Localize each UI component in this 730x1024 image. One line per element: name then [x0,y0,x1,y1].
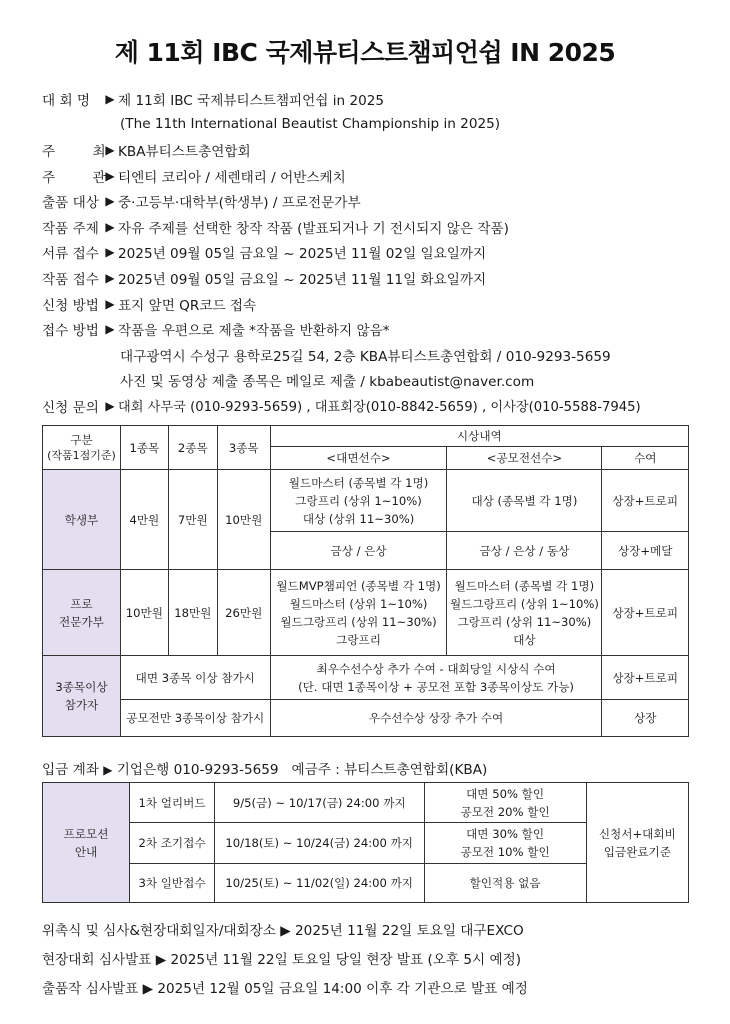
multi-face-condition: 대면 3종목 이상 참가시 [120,656,270,700]
arrow-icon: ▶ [105,91,115,106]
promo-label [43,783,130,903]
multi-online-condition: 공모전만 3종목이상 참가시 [120,700,270,737]
header-three-items: 3종목 [217,426,270,470]
value-inquiry: 대회 사무국 (010-9293-5659) , 대표회장(010-8842-5659) , 이사장(010-5588-7945) [118,400,641,416]
header-grant: 수여 [602,447,689,470]
student-face-award-line: 월드마스터 (종목별 각 1명) [288,475,429,490]
value-host: KBA뷰티스트총연합회 [118,143,251,160]
value-theme: 자유 주제를 선택한 창작 작품 (발표되거나 기 전시되지 않은 작품) [118,220,509,237]
label-doc: 서류 접수 [42,246,99,263]
arrow-icon: ▶ [105,322,115,337]
header-awards: 시상내역 [270,426,688,447]
multi-face-award-line: (단. 대면 1종목이상 + 공모전 포함 3종목이상도 가능) [298,679,574,694]
promo-stage-period: 10/25(토) ~ 11/02(일) 24:00 까지 [214,864,424,903]
info-row-theme [42,214,702,240]
promo-label-line: 프로모션 [63,826,109,841]
promo-discount-line: 대면 50% 할인 [466,786,545,801]
row-student-label: 학생부 [43,470,121,570]
pro-face-awards [270,570,447,656]
multi-online-award: 우수선수상 상장 추가 수여 [270,700,602,737]
student-fee-3: 10만원 [217,470,270,570]
info-row-target [42,188,702,214]
header-online: <공모전선수> [447,447,602,470]
footer-ceremony: 위촉식 및 심사&현장대회일자/대회장소 ▶ 2025년 11월 22일 토요일 대구EXCO [42,923,524,939]
student-online-award: 대상 (종목별 각 1명) [447,470,602,532]
promo-stage-name: 3차 일반접수 [130,864,215,903]
info-row-doc [42,240,702,266]
pro-online-award-line: 그랑프리 (상위 11~30%) [457,614,592,629]
multi-face-grant: 상장+트로피 [602,656,689,700]
promo-discount-line: 대면 30% 할인 [466,827,545,841]
promo-stage-period: 9/5(금) ~ 10/17(금) 24:00 까지 [214,783,424,823]
promo-basis-line: 입금완료기준 [603,844,671,859]
info-row-organizer [42,163,702,189]
header-category-sub: (작품1점기준) [47,448,116,462]
info-row-event-english [42,112,702,138]
value-organizer: 티엔티 코리아 / 세렌태리 / 어반스케치 [118,169,346,186]
info-row-event [42,86,702,112]
student-grant-medal: 상장+메달 [602,532,689,570]
pro-face-award-line: 월드MVP챔피언 (종목별 각 1명) [276,578,441,593]
pro-online-award-line: 월드마스터 (종목별 각 1명) [454,578,595,593]
multi-label-line: 3종목이상 [55,680,108,694]
page-title: 제 11회 IBC 국제뷰티스트챔피언쉽 IN 2025 [114,38,616,67]
arrow-icon: ▶ [105,194,115,209]
student-face-award-line: 대상 (상위 11~30%) [302,511,415,526]
pro-online-award-line: 대상 [513,632,536,647]
promo-stage-period: 10/18(토) ~ 10/24(금) 24:00 까지 [214,823,424,864]
value-submit-address: 대구광역시 수성구 용학로25길 54, 2층 KBA뷰티스트총연합회 / 010-9293-5659 [120,348,611,365]
info-row-work [42,265,702,291]
value-doc: 2025년 09월 05일 금요일 ~ 2025년 11월 02일 일요일까지 [118,246,487,263]
header-category-label: 구분 [70,432,93,447]
student-grant-trophy: 상장+트로피 [602,470,689,532]
label-work: 작품 접수 [42,271,99,288]
promo-discount-line: 공모전 10% 할인 [460,845,550,859]
student-fee-2: 7만원 [168,470,217,570]
pro-label-line: 전문가부 [59,614,104,629]
student-online-award-lower: 금상 / 은상 / 동상 [447,532,602,570]
arrow-icon: ▶ [105,245,115,260]
label-inquiry: 신청 문의 [42,399,99,416]
promo-discount-line: 할인적용 없음 [469,876,541,890]
label-event: 대 회 명 [42,92,91,109]
arrow-icon: ▶ [103,763,113,777]
multi-online-grant: 상장 [602,700,689,737]
header-category [43,426,121,470]
row-pro-label [43,570,121,656]
info-row-submit [42,316,702,342]
header-two-items: 2종목 [168,426,217,470]
promo-stage-discount [424,823,586,864]
arrow-icon: ▶ [105,296,115,311]
value-apply: 표지 앞면 QR코드 접속 [118,297,257,314]
pro-grant: 상장+트로피 [602,570,689,656]
label-theme: 작품 주제 [42,220,99,237]
info-row-host [42,137,702,163]
promo-table [42,782,689,903]
value-submit: 작품을 우편으로 제출 *작품을 반환하지 않음* [118,323,390,340]
label-organizer: 주 관 [42,169,106,186]
footer-onsite-result: 현장대회 심사발표 ▶ 2025년 11월 22일 토요일 당일 현장 발표 (오후 5시 예정) [42,952,522,968]
info-row-apply [42,291,702,317]
arrow-icon: ▶ [105,142,115,157]
fee-table [42,425,689,737]
pro-face-award-line: 월드그랑프리 (상위 11~30%) [280,614,437,629]
promo-stage-name: 2차 조기접수 [130,823,215,864]
pro-face-award-line: 그랑프리 [336,632,381,647]
arrow-icon: ▶ [105,168,115,183]
student-fee-1: 4만원 [120,470,168,570]
arrow-icon: ▶ [105,398,115,413]
multi-label-line: 참가자 [64,698,99,712]
pro-online-award-line: 월드그랑프리 (상위 1~10%) [449,596,599,611]
promo-label-line: 안내 [74,844,98,859]
promo-discount-line: 공모전 20% 할인 [460,804,550,819]
label-host: 주 최 [42,143,106,160]
multi-face-award-line: 최우수선수상 추가 수여 - 대회당일 시상식 수여 [316,661,556,676]
header-one-item: 1종목 [120,426,168,470]
promo-stage-discount [424,783,586,823]
pro-label-line: 프로 [70,596,93,611]
promo-basis [586,783,688,903]
promo-basis-line: 신청서+대회비 [598,826,676,841]
value-event: 제 11회 IBC 국제뷰티스트챔피언쉽 in 2025 [118,92,385,109]
pro-fee-3: 26만원 [217,570,270,656]
pro-face-award-line: 월드마스터 (상위 1~10%) [289,596,428,611]
arrow-icon: ▶ [105,219,115,234]
pro-fee-1: 10만원 [120,570,168,656]
row-multi-label [43,656,121,737]
label-submit: 접수 방법 [42,323,99,340]
header-face: <대면선수> [270,447,447,470]
event-info [42,86,702,419]
value-deposit: 기업은행 010-9293-5659 예금주 : 뷰티스트총연합회(KBA) [116,762,488,778]
info-row-submit-email [42,368,702,394]
multi-face-award [270,656,602,700]
student-face-award-lower: 금상 / 은상 [270,532,447,570]
pro-fee-2: 18만원 [168,570,217,656]
label-apply: 신청 방법 [42,297,99,314]
arrow-icon: ▶ [105,270,115,285]
promo-stage-name: 1차 얼리버드 [130,783,215,823]
value-work: 2025년 09월 05일 금요일 ~ 2025년 11월 11일 화요일까지 [118,271,487,288]
value-event-english: (The 11th International Beautist Championship in 2025) [120,116,501,133]
promo-stage-discount [424,864,586,903]
pro-online-awards [447,570,602,656]
deposit-row [42,758,487,778]
value-submit-email: 사진 및 동영상 제출 종목은 메일로 제출 / kbabeautist@naver.com [120,374,535,391]
footer-entry-result: 출품작 심사발표 ▶ 2025년 12월 05일 금요일 14:00 이후 각 기관으로 발표 예정 [42,981,528,997]
label-target: 출품 대상 [42,195,99,212]
label-deposit: 입금 계좌 [42,762,99,778]
student-face-awards [270,470,447,532]
value-target: 중·고등부·대학부(학생부) / 프로전문가부 [118,195,361,212]
student-face-award-line: 그랑프리 (상위 1~10%) [295,493,422,508]
info-row-submit-address [42,342,702,368]
info-row-inquiry [42,393,702,419]
